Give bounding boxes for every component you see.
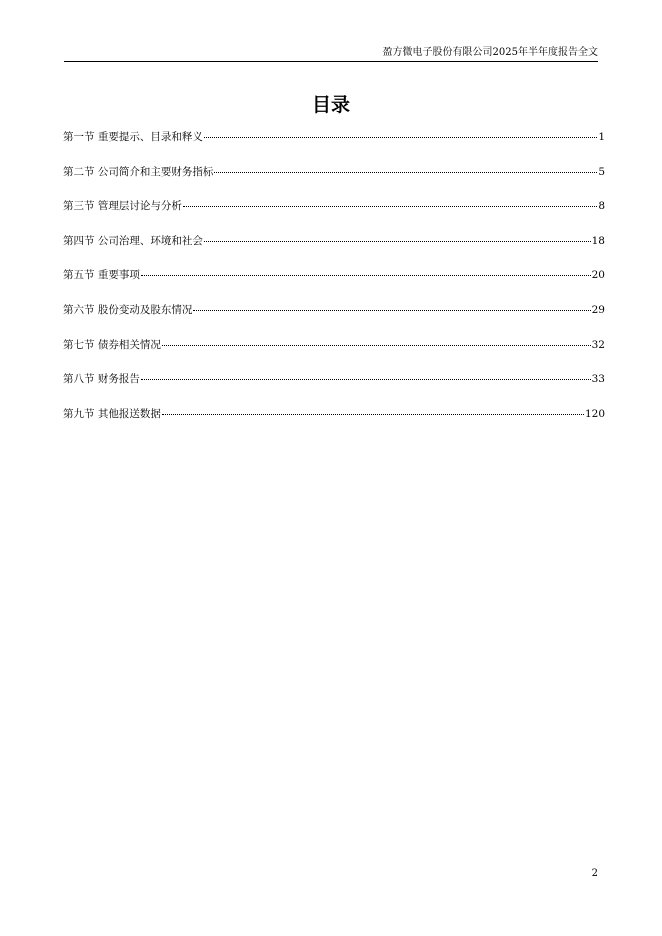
toc-dot-leader <box>204 240 591 242</box>
toc-entry[interactable] <box>63 338 605 373</box>
toc-entry-page: 8 <box>598 200 605 213</box>
toc-entry[interactable] <box>63 199 605 234</box>
toc-entry[interactable] <box>63 234 605 269</box>
toc-entry-page: 1 <box>598 131 605 143</box>
toc-dot-leader <box>183 205 597 207</box>
toc-dot-leader <box>162 413 584 415</box>
toc-entry-page: 33 <box>591 373 605 386</box>
toc-dot-leader <box>193 309 590 311</box>
toc-dot-leader <box>162 344 591 346</box>
toc-entry-label: 第五节 重要事项 <box>63 269 140 282</box>
toc-entry-page: 32 <box>591 338 605 351</box>
toc-entry[interactable] <box>63 303 605 338</box>
toc-entry[interactable] <box>63 130 605 165</box>
toc-entry-page: 120 <box>584 407 605 420</box>
toc-entry-label: 第八节 财务报告 <box>63 373 140 386</box>
toc-entry[interactable] <box>63 165 605 200</box>
toc-entry-label: 第六节 股份变动及股东情况 <box>63 303 193 316</box>
toc-title: 目录 <box>311 94 350 116</box>
page-number: 2 <box>591 868 598 879</box>
toc-entry[interactable] <box>63 268 605 303</box>
page-header <box>64 44 598 62</box>
toc-entry-label: 第二节 公司简介和主要财务指标 <box>63 165 214 178</box>
toc-entry-page: 29 <box>591 303 605 316</box>
toc-dot-leader <box>141 378 591 380</box>
toc-entry-label: 第三节 管理层讨论与分析 <box>63 200 182 213</box>
toc-dot-leader <box>141 274 591 276</box>
toc-entry-label: 第一节 重要提示、目录和释义 <box>63 131 203 143</box>
toc-entry[interactable] <box>63 407 605 442</box>
toc-entry-label: 第七节 债券相关情况 <box>63 338 161 351</box>
toc-entry-page: 5 <box>598 165 605 178</box>
toc-entry-label: 第四节 公司治理、环境和社会 <box>63 234 203 247</box>
toc-dot-leader <box>204 136 597 138</box>
toc-entry-page: 20 <box>591 269 605 282</box>
toc-entry-label: 第九节 其他报送数据 <box>63 407 161 420</box>
toc-entry-page: 18 <box>591 234 605 247</box>
toc-list <box>63 130 605 441</box>
header-title: 盈方微电子股份有限公司2025年半年度报告全文 <box>382 47 598 58</box>
toc-entry[interactable] <box>63 372 605 407</box>
toc-dot-leader <box>214 171 597 173</box>
